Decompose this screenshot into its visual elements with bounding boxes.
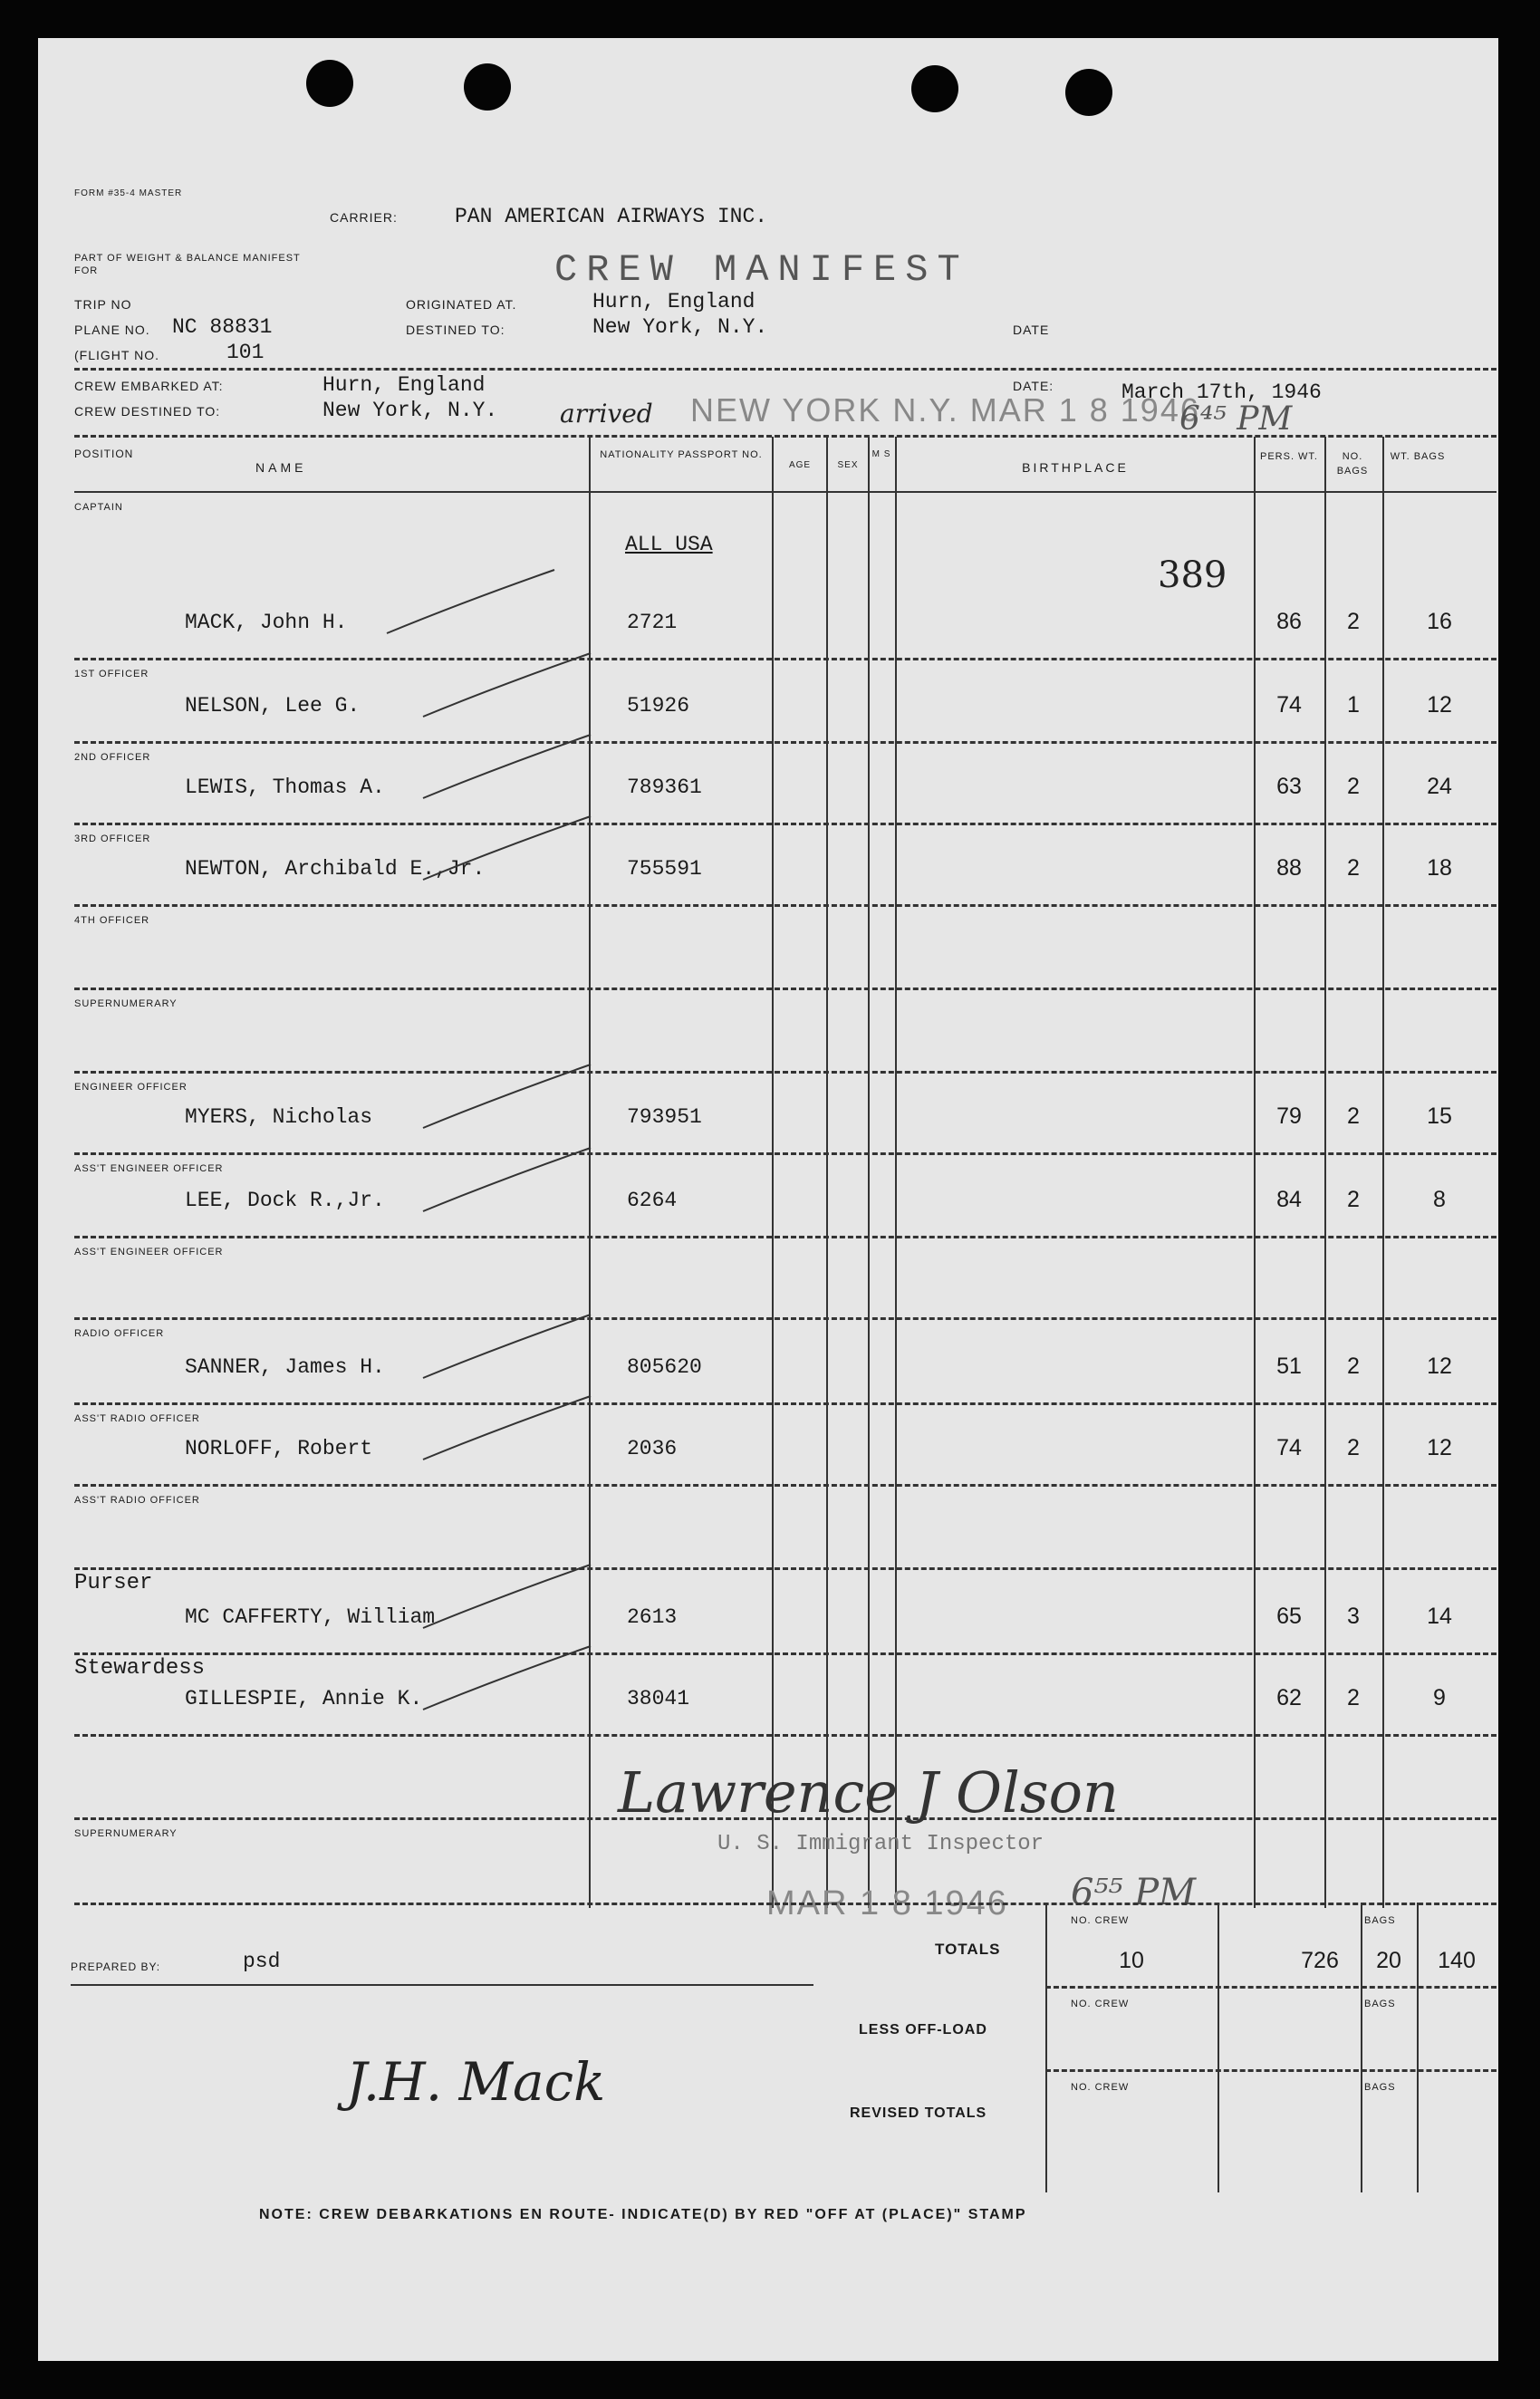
bags-label: BAGS: [1364, 1999, 1396, 2009]
row-name: SANNER, James H.: [185, 1355, 385, 1379]
row-wt-bags: 12: [1427, 1435, 1452, 1460]
row-wt-bags: 18: [1427, 855, 1452, 881]
row-name: MC CAFFERTY, William: [185, 1605, 436, 1629]
check-mark-icon: [419, 1392, 600, 1464]
divider: [74, 491, 1497, 493]
prepared-by-label: PREPARED BY:: [71, 1961, 161, 1973]
row-divider: [74, 1652, 1497, 1655]
row-divider: [74, 1734, 1497, 1737]
row-position: ENGINEER OFFICER: [74, 1082, 188, 1093]
flight-no-value: 101: [226, 341, 265, 364]
row-passport: 2036: [627, 1437, 678, 1460]
row-divider: [74, 1484, 1497, 1487]
col-no-bags: NO. BAGS: [1336, 451, 1369, 477]
part-of-label: PART OF WEIGHT & BALANCE MANIFEST FOR: [74, 253, 301, 276]
row-no-bags: 2: [1347, 1187, 1360, 1212]
punch-hole: [306, 60, 353, 107]
total-pers-wt: 726: [1301, 1948, 1339, 1973]
row-position: 3RD OFFICER: [74, 833, 151, 844]
inspector-stamp: MAR 1 8 1946: [766, 1884, 1008, 1922]
check-mark-icon: [419, 1310, 600, 1383]
row-name: NORLOFF, Robert: [185, 1437, 373, 1460]
row-position: RADIO OFFICER: [74, 1328, 165, 1339]
bags-label: BAGS: [1364, 1915, 1396, 1926]
manifest-paper: [38, 38, 1498, 2361]
totals-rule: [1218, 1903, 1219, 2192]
row-passport: 755591: [627, 857, 702, 881]
row-no-bags: 3: [1347, 1604, 1360, 1629]
carrier-value: PAN AMERICAN AIRWAYS INC.: [455, 205, 768, 228]
row-position: Purser: [74, 1571, 153, 1595]
divider: [74, 368, 1497, 371]
page-title: CREW MANIFEST: [554, 248, 969, 292]
divider: [74, 1903, 1497, 1905]
row-wt-bags: 15: [1427, 1103, 1452, 1129]
crew-destined-value: New York, N.Y.: [322, 399, 498, 422]
originated-value: Hurn, England: [592, 290, 756, 313]
row-no-bags: 2: [1347, 855, 1360, 881]
row-name: NELSON, Lee G.: [185, 694, 361, 718]
col-wt-bags: WT. BAGS: [1390, 451, 1446, 462]
row-position: 2ND OFFICER: [74, 752, 151, 763]
row-no-bags: 1: [1347, 692, 1360, 718]
date-label: DATE: [1013, 323, 1050, 337]
inspector-time: 6⁵⁵ PM: [1071, 1872, 1197, 1913]
col-position: POSITION: [74, 448, 134, 460]
row-position: 1ST OFFICER: [74, 669, 149, 679]
crew-embarked-value: Hurn, England: [322, 373, 486, 397]
check-mark-icon: [419, 1060, 600, 1132]
revised-totals-label: REVISED TOTALS: [850, 2105, 987, 2121]
row-position: SUPERNUMERARY: [74, 998, 178, 1009]
col-name: NAME: [255, 460, 307, 475]
carrier-label: CARRIER:: [330, 210, 398, 225]
row-wt-bags: 16: [1427, 609, 1452, 634]
footer-note: NOTE: CREW DEBARKATIONS EN ROUTE- INDICATE(D) BY RED "OFF AT (PLACE)" STAMP: [259, 2207, 1027, 2222]
row-pers-wt: 51: [1276, 1354, 1302, 1379]
plane-no-value: NC 88831: [172, 315, 273, 339]
check-mark-icon: [419, 730, 600, 803]
row-position: ASS'T ENGINEER OFFICER: [74, 1163, 224, 1174]
row-pers-wt: 84: [1276, 1187, 1302, 1212]
destined-value: New York, N.Y.: [592, 315, 768, 339]
totals-rule: [1417, 1903, 1419, 2192]
row-wt-bags: 12: [1427, 692, 1452, 718]
row-passport: 51926: [627, 694, 690, 718]
row-divider: [74, 1567, 1497, 1570]
punch-hole: [911, 65, 958, 112]
row-no-bags: 2: [1347, 1685, 1360, 1710]
row-passport: 6264: [627, 1189, 678, 1212]
row-name: GILLESPIE, Annie K.: [185, 1687, 423, 1710]
no-crew-label: NO. CREW: [1071, 1915, 1130, 1926]
row-divider: [74, 904, 1497, 907]
row-passport: 2721: [627, 611, 678, 634]
check-mark-icon: [419, 1143, 600, 1216]
flight-no-label: (FLIGHT NO.: [74, 348, 159, 362]
less-offload-label: LESS OFF-LOAD: [859, 2022, 987, 2038]
destined-label: DESTINED TO:: [406, 323, 505, 337]
row-pers-wt: 62: [1276, 1685, 1302, 1710]
col-birthplace: BIRTHPLACE: [1022, 460, 1129, 475]
punch-hole: [464, 63, 511, 111]
crew-embarked-label: CREW EMBARKED AT:: [74, 379, 224, 393]
row-wt-bags: 24: [1427, 774, 1452, 799]
row-pers-wt: 86: [1276, 609, 1302, 634]
crew-destined-label: CREW DESTINED TO:: [74, 404, 221, 419]
row-passport: 789361: [627, 776, 702, 799]
row-name: LEE, Dock R.,Jr.: [185, 1189, 385, 1212]
row-position: CAPTAIN: [74, 502, 123, 513]
row-no-bags: 2: [1347, 1354, 1360, 1379]
row-wt-bags: 9: [1433, 1685, 1446, 1710]
inspector-title: U. S. Immigrant Inspector: [717, 1832, 1044, 1856]
divider: [1045, 2069, 1497, 2072]
check-mark-icon: [419, 649, 600, 721]
row-position: ASS'T RADIO OFFICER: [74, 1495, 200, 1506]
row-passport: 805620: [627, 1355, 702, 1379]
divider: [1045, 1986, 1497, 1989]
check-mark-icon: [419, 812, 600, 884]
col-sex: SEX: [837, 460, 859, 470]
row-wt-bags: 14: [1427, 1604, 1452, 1629]
row-pers-wt: 79: [1276, 1103, 1302, 1129]
row-pers-wt: 74: [1276, 1435, 1302, 1460]
row-divider: [74, 741, 1497, 744]
row-name: MYERS, Nicholas: [185, 1105, 373, 1129]
row-name: NEWTON, Archibald E.,Jr.: [185, 857, 486, 881]
check-mark-icon: [382, 565, 563, 638]
row-wt-bags: 8: [1433, 1187, 1446, 1212]
check-mark-icon: [419, 1642, 600, 1714]
col-age: AGE: [788, 460, 812, 470]
row-divider: [74, 1071, 1497, 1074]
row-position: Stewardess: [74, 1656, 206, 1681]
row-pers-wt: 65: [1276, 1604, 1302, 1629]
arrival-stamp: NEW YORK N.Y. MAR 1 8 1946: [690, 391, 1200, 429]
row-passport: 793951: [627, 1105, 702, 1129]
trip-no-label: TRIP NO: [74, 297, 132, 312]
divider: [74, 435, 1497, 438]
total-wt-bags: 140: [1438, 1948, 1476, 1973]
row-pers-wt: 74: [1276, 692, 1302, 718]
row-position: ASS'T ENGINEER OFFICER: [74, 1247, 224, 1257]
nationality-all: ALL USA: [625, 533, 713, 556]
row-divider: [74, 1402, 1497, 1405]
row-position: SUPERNUMERARY: [74, 1828, 178, 1839]
plane-no-label: PLANE NO.: [74, 323, 150, 337]
check-mark-icon: [419, 1560, 600, 1633]
row-position: 4TH OFFICER: [74, 915, 150, 926]
row-no-bags: 2: [1347, 1103, 1360, 1129]
inspector-signature: Lawrence J Olson: [618, 1759, 1119, 1826]
row-pers-wt: 88: [1276, 855, 1302, 881]
bags-label: BAGS: [1364, 2082, 1396, 2093]
mack-signature: J.H. Mack: [346, 2051, 606, 2113]
row-name: LEWIS, Thomas A.: [185, 776, 385, 799]
totals-rule: [1045, 1903, 1047, 2192]
handwritten-number: 389: [1158, 554, 1227, 596]
row-divider: [74, 823, 1497, 825]
row-divider: [74, 1317, 1497, 1320]
row-no-bags: 2: [1347, 609, 1360, 634]
originated-label: ORIGINATED AT.: [406, 297, 517, 312]
totals-label: TOTALS: [935, 1941, 1001, 1958]
arrival-time: 6⁴⁵ PM: [1179, 400, 1293, 438]
total-crew: 10: [1119, 1948, 1144, 1973]
date2-label: DATE:: [1013, 379, 1054, 393]
total-bags: 20: [1376, 1948, 1401, 1973]
col-nationality: NATIONALITY PASSPORT NO.: [600, 449, 763, 460]
arrived-note: arrived: [560, 399, 653, 429]
punch-hole: [1065, 69, 1112, 116]
row-passport: 38041: [627, 1687, 690, 1710]
totals-rule: [1361, 1903, 1362, 2192]
row-name: MACK, John H.: [185, 611, 348, 634]
row-no-bags: 2: [1347, 774, 1360, 799]
row-position: ASS'T RADIO OFFICER: [74, 1413, 200, 1424]
row-pers-wt: 63: [1276, 774, 1302, 799]
row-wt-bags: 12: [1427, 1354, 1452, 1379]
row-passport: 2613: [627, 1605, 678, 1629]
row-no-bags: 2: [1347, 1435, 1360, 1460]
row-divider: [74, 988, 1497, 990]
row-divider: [74, 1236, 1497, 1238]
no-crew-label: NO. CREW: [1071, 1999, 1130, 2009]
no-crew-label: NO. CREW: [1071, 2082, 1130, 2093]
prepared-by-value: psd: [243, 1950, 281, 1973]
date2-value: March 17th, 1946: [1121, 381, 1322, 404]
form-number: FORM #35-4 MASTER: [74, 188, 183, 198]
divider: [71, 1984, 813, 1986]
row-divider: [74, 1152, 1497, 1155]
col-pers-wt: PERS. WT.: [1259, 451, 1318, 462]
row-divider: [74, 658, 1497, 660]
col-ms: M S: [871, 449, 891, 459]
